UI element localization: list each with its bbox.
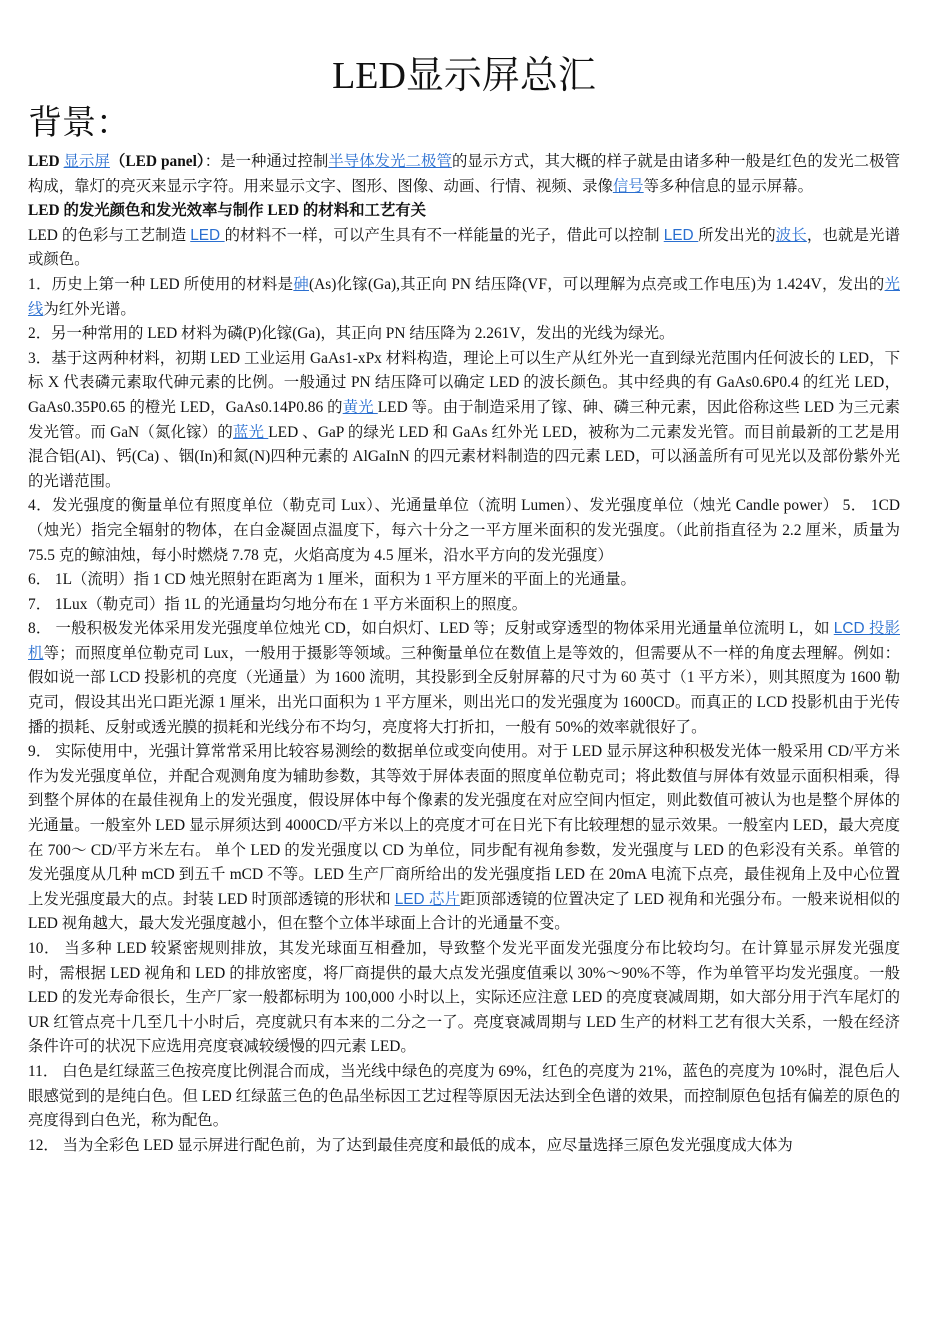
- list-item-6: 6． 1L（流明）指 1 CD 烛光照射在距离为 1 厘米，面积为 1 平方厘米的平面上的光通量。: [28, 571, 636, 589]
- list-item-1: 1．历史上第一种 LED 所使用的材料是砷(As)化镓(Ga),其正向 PN 结压降(VF，可以理解为点亮或工作电压)为 1.424V，发出的光线为红外光谱。: [28, 275, 900, 318]
- list-item-4-5: 4．发光强度的衡量单位有照度单位（勒克司 Lux）、光通量单位（流明 Lumen）、发光强度单位（烛光 Candle power） 5． 1CD（烛光）指完全辐射的物体，在白金凝固点温度下，每六十分之一平方厘米面积的发光强度。（此前指直径为 2.2 厘米，质量为 75.5 克的鲸油烛，每小时燃烧 7.78 克，火焰高度为 4.5 厘米，沿水平方向的发光强度）: [28, 497, 900, 564]
- list-item-7: 7． 1Lux（勒克司）指 1L 的光通量均匀地分布在 1 平方米面积上的照度。: [28, 595, 528, 613]
- intro-term: LED: [28, 153, 60, 170]
- bold-subheading: LED 的发光颜色和发光效率与制作 LED 的材料和工艺有关: [28, 202, 427, 220]
- list-item-10: 10． 当多种 LED 较紧密规则排放，其发光球面互相叠加，导致整个发光平面发光强度分布比较均匀。在计算显示屏发光强度时，需根据 LED 视角和 LED 的排放密度，将厂商提供的最大点发光强度值乘以 30%～90%不等，作为单管平均发光强度。一般 LED 的发光寿命很长，生产厂家一般都标明为 100,000 小时以上，实际还应注意 LED 的亮度衰减周期，如大部分用于汽车尾灯的 UR 红管点亮十几至几十小时后，亮度就只有本来的二分之一了。亮度衰减周期与 LED 生产的材料工艺有很大关系，一般在经济条件许可的状况下应选用亮度衰减较缓慢的四元素 LED。: [28, 940, 900, 1056]
- link-wavelength[interactable]: 波长: [775, 226, 807, 244]
- link-led[interactable]: LED: [190, 226, 225, 244]
- link-yellow-light[interactable]: 黄光: [342, 398, 378, 416]
- intro-term-english: （LED panel）: [109, 153, 205, 170]
- link-semiconductor-led[interactable]: 半导体发光二极管: [328, 153, 452, 170]
- link-lcd-projector[interactable]: LCD 投影机: [28, 620, 900, 662]
- link-light[interactable]: 光线: [28, 275, 900, 318]
- section-heading-background: 背景：: [28, 105, 130, 142]
- link-led[interactable]: LED: [663, 226, 699, 244]
- list-item-9: 9． 实际使用中，光强计算常常采用比较容易测绘的数据单位或变向使用。对于 LED 显示屏这种积极发光体一般采用 CD/平方米作为发光强度单位，并配合观测角度为辅助参数，其等效于屏体表面的照度单位勒克司；将此数值与屏体有效显示面积相乘，得到整个屏体的在最佳视角上的发光强度，假设屏体中每个像素的发光强度在对应空间内恒定，则此数值可被认为也是整个屏体的光通量。一般室外 LED 显示屏须达到 4000CD/平方米以上的亮度才可在日光下有比较理想的显示效果。一般室内 LED，最大亮度在 700～ CD/平方米左右。 单个 LED 的发光强度以 CD 为单位，同步配有视角参数，发光强度与 LED 的色彩没有关系。单管的发光强度从几种 mCD 到五千 mCD 不等。LED 生产厂商所给出的发光强度指 LED 在 20mA 电流下点亮，最佳视角上及中心位置上发光强度最大的点。封装 LED 时顶部透镜的形状和 LED 芯片距顶部透镜的位置决定了 LED 视角和光强分布。一般来说相似的 LED 视角越大，最大发光强度越小，但在整个立体半球面上合计的光通量不变。: [28, 743, 900, 933]
- document-page: [28, 0, 900, 1158]
- list-item-2: 2．另一种常用的 LED 材料为磷(P)化镓(Ga)，其正向 PN 结压降为 2.261V，发出的光线为绿光。: [28, 325, 675, 343]
- color-paragraph: LED 的色彩与工艺制造 LED 的材料不一样，可以产生具有不一样能量的光子，借此可以控制 LED 所发出光的波长，也就是光谱或颜色。: [28, 226, 900, 269]
- list-item-3: 3．基于这两种材料，初期 LED 工业运用 GaAs1-xPx 材料构造，理论上可以生产从红外光一直到绿光范围内任何波长的 LED，下标 X 代表磷元素取代砷元素的比例。一般通过 PN 结压降可以确定 LED 的波长颜色。其中经典的有 GaAs0.6P0.4 的红光 LED，GaAs0.35P0.65 的橙光 LED，GaAs0.14P0.86 的黄光 LED 等。由于制造采用了镓、砷、磷三种元素，因此俗称这些 LED 为三元素发光管。而 GaN（氮化镓）的蓝光 LED 、GaP 的绿光 LED 和 GaAs 红外光 LED，被称为二元素发光管。而目前最新的工艺是用混合铝(Al)、钙(Ca) 、铟(In)和氮(N)四种元素的 AlGaInN 的四元素材料制造的四元素 LED，可以涵盖所有可见光以及部份紫外光的光谱范围。: [28, 349, 900, 490]
- intro-paragraph: LED 显示屏（LED panel）：是一种通过控制半导体发光二极管的显示方式，其大概的样子就是由诸多种一般是红色的发光二极管构成，靠灯的亮灭来显示字符。用来显示文字、图形、图像、动画、行情、视频、录像信号等多种信息的显示屏幕。: [28, 153, 900, 195]
- list-item-12: 12． 当为全彩色 LED 显示屏进行配色前，为了达到最佳亮度和最低的成本，应尽量选择三原色发光强度成大体为: [28, 1136, 793, 1154]
- list-item-11: 11． 白色是红绿蓝三色按亮度比例混合而成，当光线中绿色的亮度为 69%，红色的亮度为 21%，蓝色的亮度为 10%时，混色后人眼感觉到的是纯白色。但 LED 红绿蓝三色的色品坐标因工艺过程等原因无法达到全色谱的效果，而控制原色包括有偏差的原色的亮度得到白色光，称为配色。: [28, 1062, 900, 1130]
- link-signal[interactable]: 信号: [612, 177, 644, 195]
- link-blue-light[interactable]: 蓝光: [233, 423, 269, 441]
- link-led-chip[interactable]: LED 芯片: [394, 890, 460, 908]
- list-item-8: 8． 一般积极发光体采用发光强度单位烛光 CD，如白炽灯、LED 等；反射或穿透型的物体采用光通量单位流明 L，如 LCD 投影机等；而照度单位勒克司 Lux，一般用于摄影等领域。三种衡量单位在数值上是等效的，但需要从不一样的角度去理解。例如：假如说一部 LCD 投影机的亮度（光通量）为 1600 流明，其投影到全反射屏幕的尺寸为 60 英寸（1 平方米），则其照度为 1600 勒克司，假设其出光口距光源 1 厘米，出光口面积为 1 平方厘米，则出光口的发光强度为 1600CD。而真正的 LCD 投影机由于光传播的损耗、反射或透光膜的损耗和光线分布不均匀，亮度将大打折扣，一般有 50%的效率就很好了。: [28, 620, 900, 736]
- document-title: LED显示屏总汇: [332, 55, 596, 97]
- link-display-screen[interactable]: 显示屏: [63, 153, 110, 170]
- link-arsenic[interactable]: 砷: [293, 275, 310, 293]
